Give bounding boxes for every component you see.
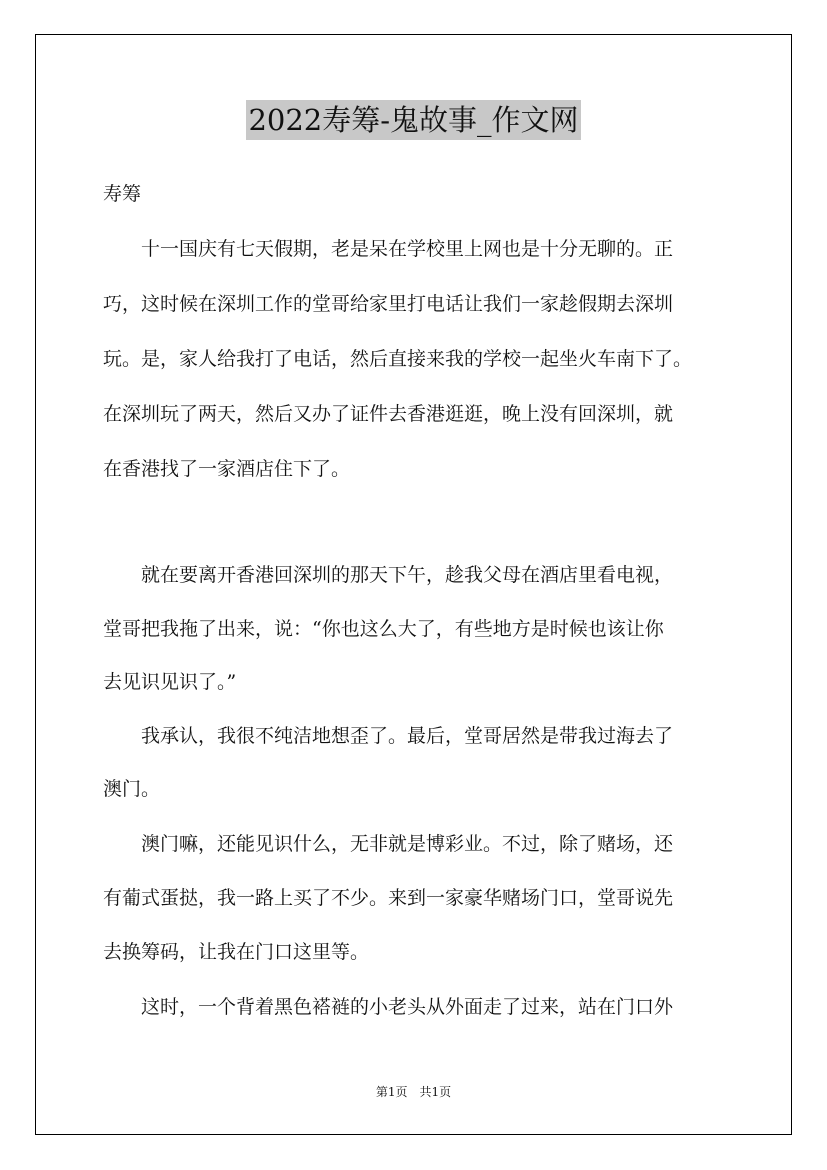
text-line: 十一国庆有七天假期，老是呆在学校里上网也是十分无聊的。正 xyxy=(103,238,674,260)
text-line: 玩。是，家人给我打了电话，然后直接来我的学校一起坐火车南下了。 xyxy=(103,348,693,370)
text-line: 澳门嘛，还能见识什么，无非就是博彩业。不过，除了赌场，还 xyxy=(103,833,674,855)
text-line: 就在要离开香港回深圳的那天下午，趁我父母在酒店里看电视， xyxy=(103,564,674,586)
page-footer: 第1页 共1页 xyxy=(375,1085,452,1099)
text-line: 巧，这时候在深圳工作的堂哥给家里打电话让我们一家趁假期去深圳 xyxy=(103,293,674,315)
title-container xyxy=(0,100,827,140)
section-label: 寿筹 xyxy=(103,183,142,205)
text-line: 澳门。 xyxy=(103,778,161,800)
text-line: 这时，一个背着黑色褡裢的小老头从外面走了过来，站在门口外 xyxy=(103,996,674,1018)
text-line: 堂哥把我拖了出来，说：“你也这么大了，有些地方是时候也该让你 xyxy=(103,618,664,640)
text-line: 有葡式蛋挞，我一路上买了不少。来到一家豪华赌场门口，堂哥说先 xyxy=(103,887,674,909)
text-line: 在香港找了一家酒店住下了。 xyxy=(103,458,351,480)
text-line: 去换筹码，让我在门口这里等。 xyxy=(103,941,370,963)
text-line: 我承认，我很不纯洁地想歪了。最后，堂哥居然是带我过海去了 xyxy=(103,725,674,747)
text-line: 去见识见识了。” xyxy=(103,671,237,693)
document-title: 2022寿筹-鬼故事_作文网 xyxy=(246,100,580,140)
text-line: 在深圳玩了两天，然后又办了证件去香港逛逛，晚上没有回深圳，就 xyxy=(103,403,674,425)
